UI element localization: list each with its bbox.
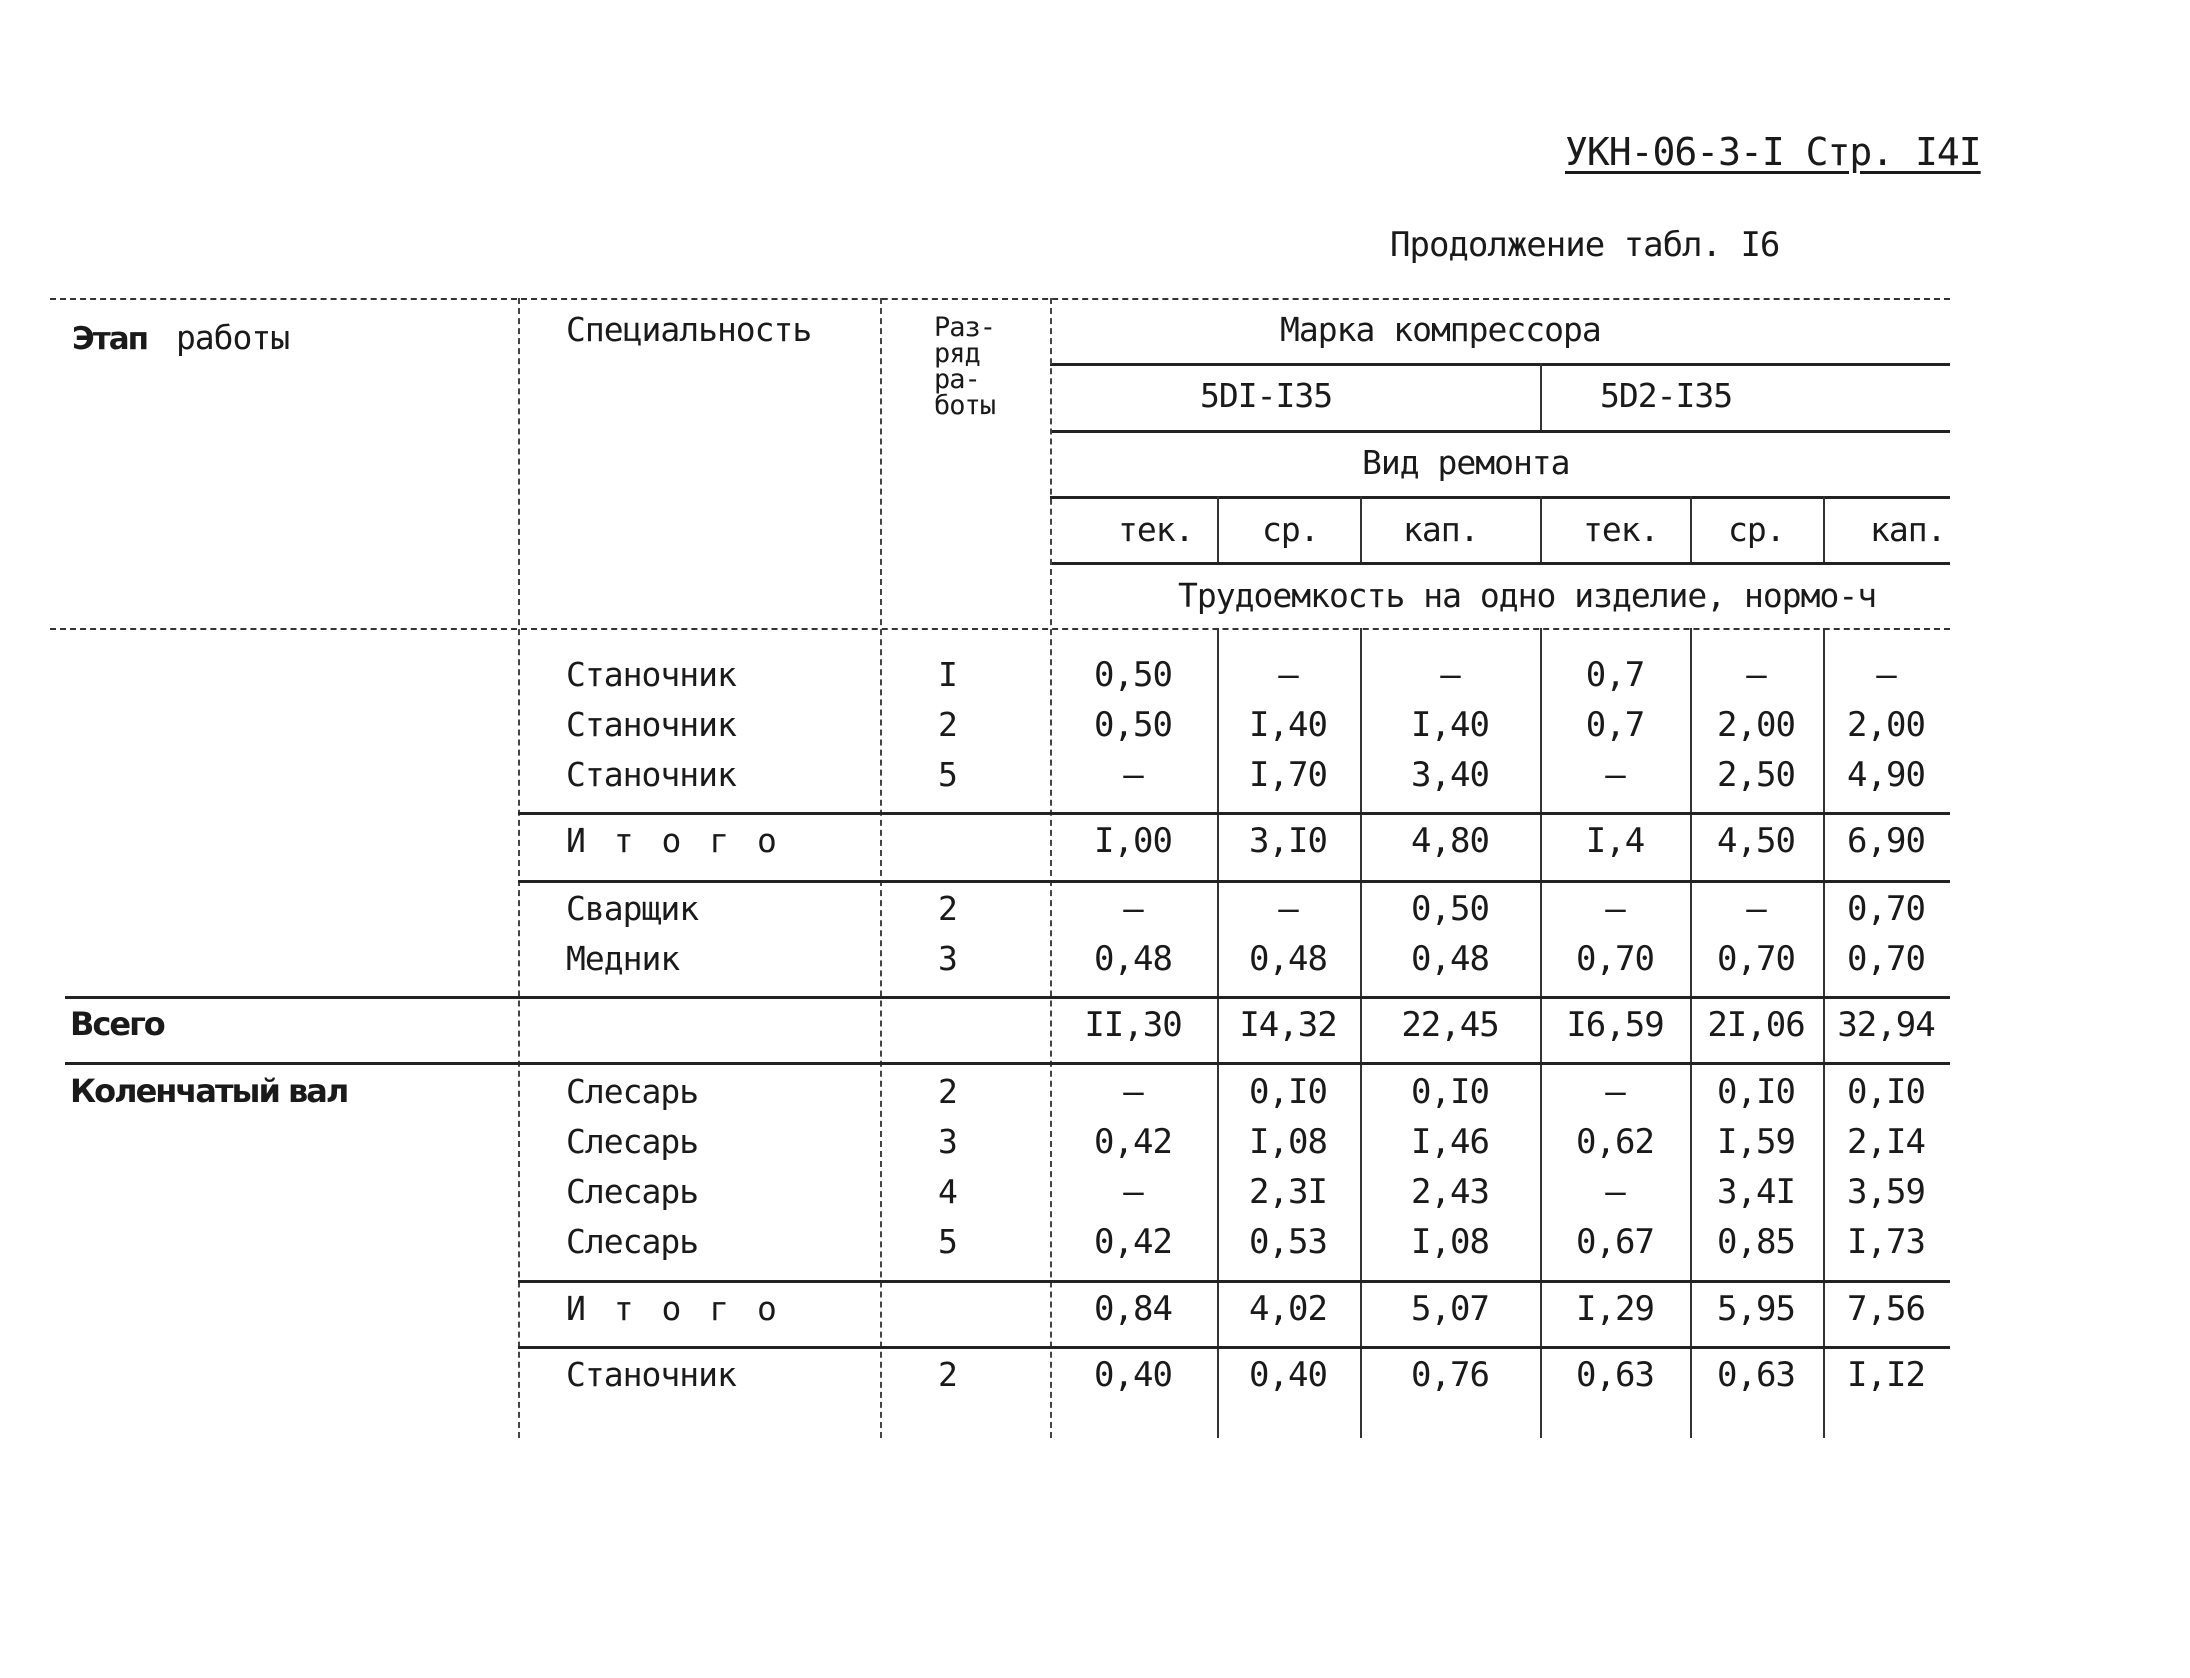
grade-header-line-4: боты (934, 390, 996, 421)
document-code: УКН-06-3-I Стр. I4I (1565, 130, 1981, 174)
cell-value: 2,3I (1249, 1172, 1327, 1212)
cell-value: – (1876, 655, 1896, 695)
cell-value: 0,84 (1094, 1289, 1172, 1329)
cell-value: 0,63 (1576, 1355, 1654, 1395)
cell-value: 0,40 (1249, 1355, 1327, 1395)
grade-column-header (934, 312, 996, 421)
subtotal-1-bottom-rule (518, 880, 1950, 883)
cell-value: I,4 (1585, 821, 1645, 861)
cell-value: I,73 (1847, 1222, 1925, 1262)
cell-value: I,00 (1094, 821, 1172, 861)
cell-value: 0,67 (1576, 1222, 1654, 1262)
row-specialty: Слесарь (566, 1172, 699, 1211)
col-divider-brand (1540, 363, 1542, 430)
cell-value: I,08 (1249, 1122, 1327, 1162)
subtotal-1-top-rule (518, 812, 1950, 815)
cell-value: 2,43 (1411, 1172, 1489, 1212)
repair-kind-header-5: ср. (1728, 510, 1785, 549)
labor-rule (1050, 562, 1950, 565)
compressor-brand-header: Марка компрессора (1280, 310, 1601, 349)
repair-type-rule (1050, 430, 1950, 433)
cell-value: – (1605, 1172, 1625, 1212)
cell-value: 5,07 (1411, 1289, 1489, 1329)
cell-value: 22,45 (1401, 1005, 1499, 1045)
brand-2-header: 5D2-I35 (1600, 376, 1733, 415)
cell-value: 0,42 (1094, 1222, 1172, 1262)
cell-value: 0,50 (1094, 655, 1172, 695)
row-specialty: Слесарь (566, 1072, 699, 1111)
cell-value: 7,56 (1847, 1289, 1925, 1329)
cell-value: 6,90 (1847, 821, 1925, 861)
header-bottom-rule (50, 628, 1950, 630)
cell-value: I,29 (1576, 1289, 1654, 1329)
col-divider-specialty (518, 298, 520, 1438)
cell-value: 3,40 (1411, 755, 1489, 795)
row-specialty: Сварщик (566, 889, 699, 928)
row-specialty: Станочник (566, 755, 736, 794)
total-bottom-rule (65, 1062, 1950, 1065)
cell-value: 4,80 (1411, 821, 1489, 861)
cell-value: 4,02 (1249, 1289, 1327, 1329)
stage-column-header (72, 318, 289, 357)
brand-1-header: 5DI-I35 (1200, 376, 1333, 415)
cell-value: 0,7 (1585, 705, 1645, 745)
grade-header-line-1: Раз- (934, 312, 996, 343)
col-divider-values (1050, 298, 1052, 1438)
cell-value: 2,00 (1847, 705, 1925, 745)
cell-value: 0,50 (1411, 889, 1489, 929)
row-grade: 3 (938, 1122, 957, 1161)
row-specialty: Медник (566, 939, 680, 978)
repair-type-header: Вид ремонта (1362, 443, 1570, 482)
cell-value: 0,50 (1094, 705, 1172, 745)
cell-value: 0,48 (1249, 939, 1327, 979)
row-grade: 2 (938, 889, 957, 928)
cell-value: I,40 (1249, 705, 1327, 745)
table-top-rule (50, 298, 1950, 300)
row-subtotal-label: И т о г о (566, 1289, 781, 1328)
cell-value: I,59 (1717, 1122, 1795, 1162)
grade-header-line-2: ряд (934, 338, 980, 369)
cell-value: 0,63 (1717, 1355, 1795, 1395)
cell-value: 0,70 (1717, 939, 1795, 979)
labor-header: Трудоемкость на одно изделие, нормо-ч (1178, 576, 1877, 615)
row-grade: 2 (938, 705, 957, 744)
cell-value: I,46 (1411, 1122, 1489, 1162)
cell-value: 0,48 (1411, 939, 1489, 979)
stage-column-header-word-1: Этап (72, 321, 148, 357)
cell-value: 2I,06 (1707, 1005, 1805, 1045)
cell-value: I,40 (1411, 705, 1489, 745)
row-subtotal-label: И т о г о (566, 821, 781, 860)
col-divider-kind-5 (1823, 496, 1825, 562)
cell-value: – (1746, 889, 1766, 929)
specialty-column-header: Специальность (566, 310, 812, 349)
cell-value: 4,50 (1717, 821, 1795, 861)
cell-value: 0,I0 (1411, 1072, 1489, 1112)
cell-value: 0,76 (1411, 1355, 1489, 1395)
repair-kind-rule (1050, 496, 1950, 499)
table-continuation-title: Продолжение табл. I6 (1390, 225, 1780, 265)
cell-value: 0,85 (1717, 1222, 1795, 1262)
repair-kind-header-1: тек. (1118, 510, 1194, 549)
cell-value: 3,I0 (1249, 821, 1327, 861)
cell-value: – (1605, 889, 1625, 929)
cell-value: 0,48 (1094, 939, 1172, 979)
col-divider-grade (880, 298, 882, 1438)
cell-value: – (1123, 1172, 1143, 1212)
stage-column-header-word-2: работы (175, 318, 290, 357)
row-grade: 2 (938, 1072, 957, 1111)
cell-value: 5,95 (1717, 1289, 1795, 1329)
cell-value: I4,32 (1239, 1005, 1337, 1045)
cell-value: 0,I0 (1717, 1072, 1795, 1112)
row-grade: 4 (938, 1172, 957, 1211)
cell-value: 2,00 (1717, 705, 1795, 745)
cell-value: 0,I0 (1249, 1072, 1327, 1112)
repair-kind-header-2: ср. (1262, 510, 1319, 549)
cell-value: 32,94 (1837, 1005, 1935, 1045)
row-specialty: Слесарь (566, 1222, 699, 1261)
row-specialty: Станочник (566, 655, 736, 694)
cell-value: – (1278, 889, 1298, 929)
body-col-divider-2 (1360, 628, 1362, 1438)
total-top-rule (65, 996, 1950, 999)
repair-kind-header-3: кап. (1403, 510, 1479, 549)
row-specialty: Слесарь (566, 1122, 699, 1161)
cell-value: 0,70 (1576, 939, 1654, 979)
row-grade: 5 (938, 755, 957, 794)
row-stage-label: Всего (70, 1005, 164, 1043)
cell-value: 3,59 (1847, 1172, 1925, 1212)
cell-value: – (1605, 1072, 1625, 1112)
body-col-divider-3 (1540, 628, 1542, 1438)
row-grade: 5 (938, 1222, 957, 1261)
col-divider-kind-1 (1217, 496, 1219, 562)
cell-value: I,70 (1249, 755, 1327, 795)
cell-value: 0,70 (1847, 889, 1925, 929)
cell-value: I,I2 (1847, 1355, 1925, 1395)
cell-value: – (1278, 655, 1298, 695)
cell-value: 0,62 (1576, 1122, 1654, 1162)
cell-value: 4,90 (1847, 755, 1925, 795)
cell-value: 0,40 (1094, 1355, 1172, 1395)
cell-value: 0,42 (1094, 1122, 1172, 1162)
brand-rule (1050, 363, 1950, 366)
cell-value: – (1123, 755, 1143, 795)
cell-value: – (1123, 889, 1143, 929)
cell-value: 2,50 (1717, 755, 1795, 795)
row-grade: 3 (938, 939, 957, 978)
cell-value: 0,7 (1585, 655, 1645, 695)
row-specialty: Станочник (566, 705, 736, 744)
row-specialty: Станочник (566, 1355, 736, 1394)
grade-header-line-3: ра- (934, 364, 980, 395)
cell-value: I,08 (1411, 1222, 1489, 1262)
cell-value: – (1440, 655, 1460, 695)
cell-value: 0,53 (1249, 1222, 1327, 1262)
cell-value: II,30 (1084, 1005, 1182, 1045)
col-divider-kind-4 (1690, 496, 1692, 562)
row-grade: I (938, 655, 957, 694)
cell-value: 3,4I (1717, 1172, 1795, 1212)
cell-value: 0,70 (1847, 939, 1925, 979)
repair-kind-header-4: тек. (1583, 510, 1659, 549)
cell-value: – (1746, 655, 1766, 695)
col-divider-kind-3 (1540, 496, 1542, 562)
subtotal-2-top-rule (518, 1280, 1950, 1283)
col-divider-kind-2 (1360, 496, 1362, 562)
cell-value: – (1123, 1072, 1143, 1112)
subtotal-2-bottom-rule (518, 1346, 1950, 1349)
repair-kind-header-6: кап. (1870, 510, 1946, 549)
cell-value: I6,59 (1566, 1005, 1664, 1045)
cell-value: – (1605, 755, 1625, 795)
row-stage-label: Коленчатый вал (70, 1072, 348, 1110)
cell-value: 0,I0 (1847, 1072, 1925, 1112)
row-grade: 2 (938, 1355, 957, 1394)
cell-value: 2,I4 (1847, 1122, 1925, 1162)
